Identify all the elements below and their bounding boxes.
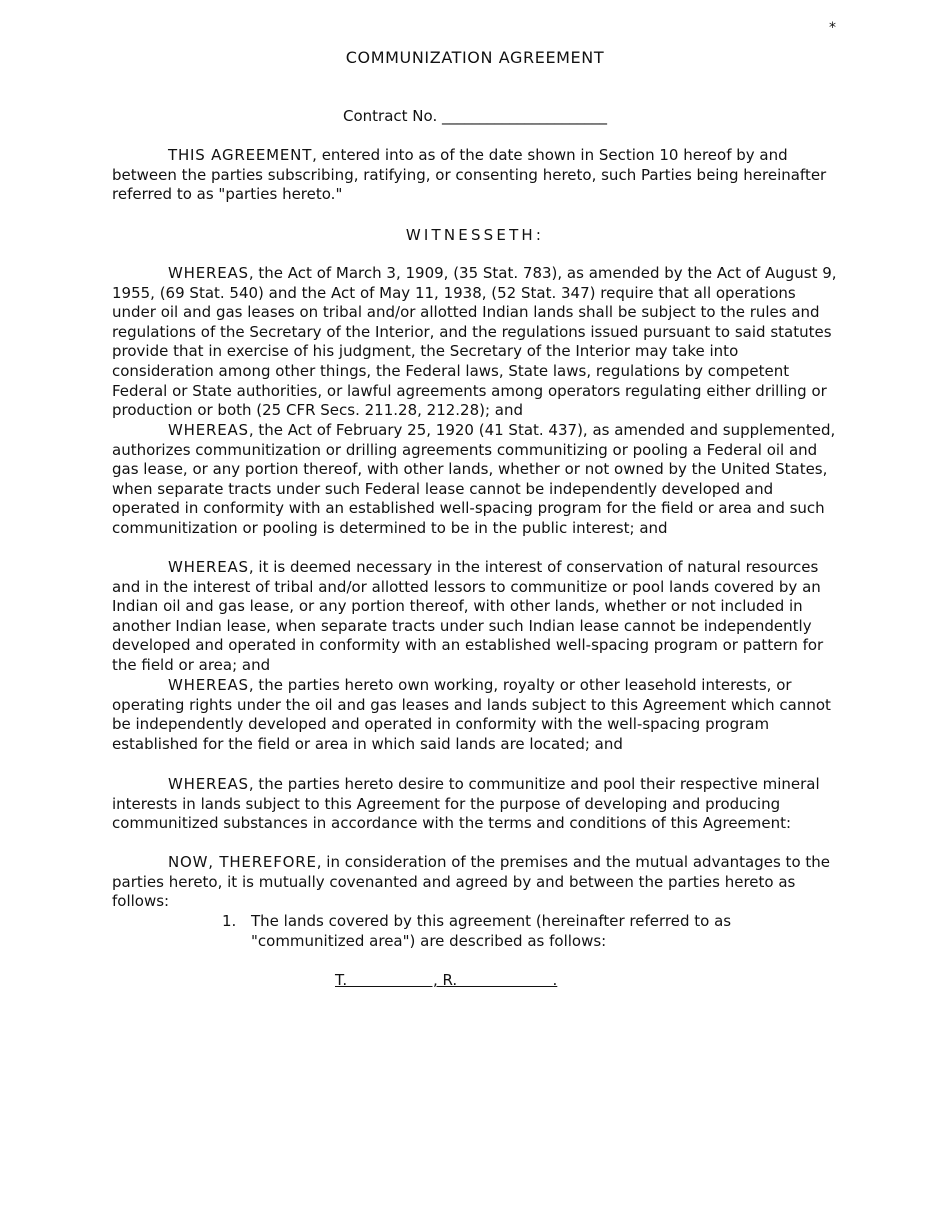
section-1-number: 1. [222,912,237,930]
therefore-lead: NOW, THEREFORE [168,853,317,871]
section-1-text: The lands covered by this agreement (hereinafter referred to as "communitized area") are described as follows: [251,912,732,950]
witnesseth-heading: WITNESSETH: [405,226,545,244]
whereas-text: , the Act of February 25, 1920 (41 Stat. 437), as amended and supplemented, authorizes communitization or drilling agreements communitizing or pooling a Federal oil and gas lease, or any portion thereof, with other lands, whether or not owned by the United States, when separate tracts under such Federal lease cannot be independently developed and operated in conformity with an established well-spacing program for the field or area and such communitization or pooling is determined to be in the public interest; and [112,421,836,537]
page-asterisk: * [829,20,836,36]
page-title: COMMUNIZATION AGREEMENT [345,48,605,67]
section-1-item [222,912,838,951]
whereas-paragraph-1 [112,264,838,421]
preamble-paragraph [112,146,838,205]
preamble-lead: THIS AGREEMENT [168,146,313,164]
whereas-lead: WHEREAS [168,421,249,439]
whereas-text: , the Act of March 3, 1909, (35 Stat. 783), as amended by the Act of August 9, 1955, (69 Stat. 540) and the Act of May 11, 1938, (52 Stat. 347) require that all operations under oil and gas leases on tribal and/or allotted Indian lands shall be subject to the rules and regulations of the Secretary of the Interior, and the regulations issued pursuant to said statutes provide that in exercise of his judgment, the Secretary of the Interior may take into consideration among other things, the Federal laws, State laws, regulations by competent Federal or State authorities, or lawful agreements among operators regulating either drilling or production or both (25 CFR Secs. 211.28, 212.28); and [112,264,837,420]
whereas-lead: WHEREAS [168,558,249,576]
therefore-paragraph [112,853,838,912]
whereas-paragraph-5 [112,775,838,834]
whereas-text: , the parties hereto own working, royalty or other leasehold interests, or operating rights under the oil and gas leases and lands subject to this Agreement which cannot be independently developed and operated in conformity with the well-spacing program established for the field or area in which said lands are located; and [112,676,831,753]
whereas-lead: WHEREAS [168,775,249,793]
whereas-paragraph-3 [112,558,838,676]
preamble-text: , entered into as of the date shown in Section 10 hereof by and between the parties subscribing, ratifying, or consenting hereto, such Parties being hereinafter referred to as "parties hereto." [112,146,827,204]
whereas-lead: WHEREAS [168,264,249,282]
contract-number-line: Contract No. ______________________ [343,107,607,125]
whereas-lead: WHEREAS [168,676,249,694]
whereas-paragraph-2 [112,421,838,539]
whereas-text: , the parties hereto desire to communitize and pool their respective mineral interests in lands subject to this Agreement for the purpose of developing and producing communitized substances in accordance with the terms and conditions of this Agreement: [112,775,820,833]
township-range-line: T. , R. . [335,971,558,989]
whereas-paragraph-4 [112,676,838,754]
therefore-text: , in consideration of the premises and the mutual advantages to the parties hereto, it is mutually covenanted and agreed by and between the parties hereto as follows: [112,853,831,911]
whereas-text: , it is deemed necessary in the interest of conservation of natural resources and in the interest of tribal and/or allotted lessors to communitize or pool lands covered by an Indian oil and gas lease, or any portion thereof, with other lands, whether or not included in another Indian lease, when separate tracts under such Indian lease cannot be independently developed and operated in conformity with an established well-spacing program or pattern for the field or area; and [112,558,824,674]
